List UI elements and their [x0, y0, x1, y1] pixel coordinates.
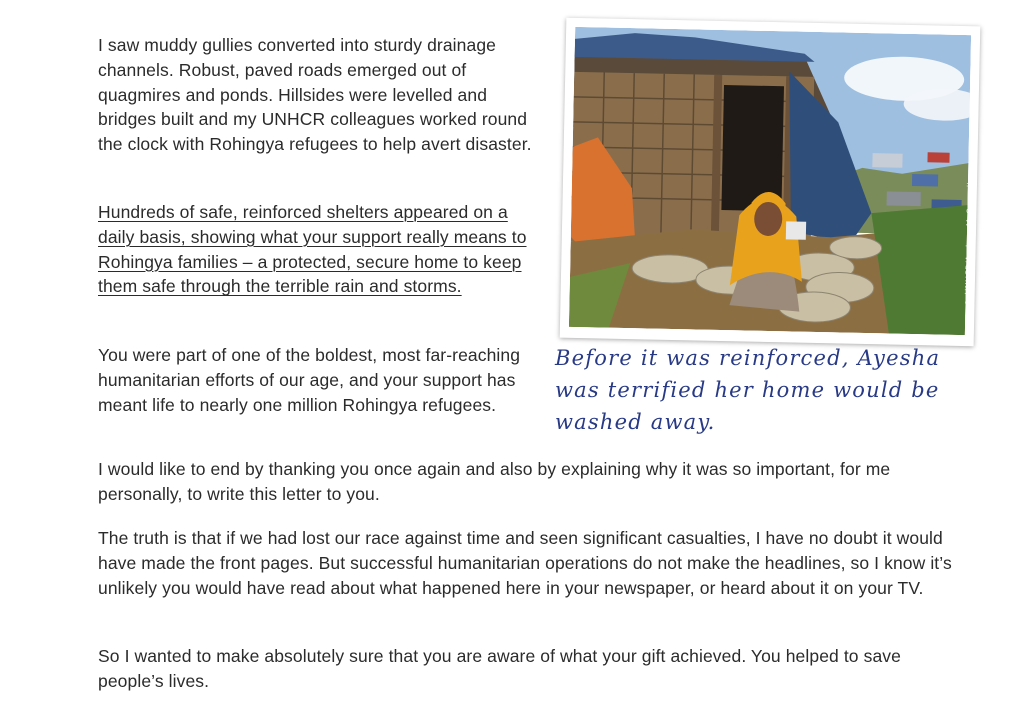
letter-paragraph-humanitarian-effort: You were part of one of the boldest, most far-reaching humanitarian efforts of our age, and your support has meant life to nearly one million Rohingya refugees. [98, 345, 521, 415]
letter-paragraph-thanks: I would like to end by thanking you once again and also by explaining why it was so important, for me personally, to write this letter to you. [98, 459, 891, 504]
photo-credit: © UNHCR/Andrew McConnell [963, 181, 976, 307]
letter-paragraph-drainage: I saw muddy gullies converted into sturdy drainage channels. Robust, paved roads emerged out of quagmires and ponds. Hillsides were levelled and bridges built and my UNHCR colleagues worked round the clock with Rohingya refugees to help avert disaster. [98, 35, 532, 155]
shelter-photo [569, 27, 971, 335]
polaroid-photo-frame [560, 18, 981, 347]
handwritten-photo-caption: Before it was reinforced, Ayesha was terrified her home would be washed away. [555, 346, 941, 434]
letter-paragraph-truth: The truth is that if we had lost our race against time and seen significant casualties, I have no doubt it would have made the front pages. But successful humanitarian operations do not make the headlines, so I know it’s unlikely you would have read about what happened here in your newspaper, or heard about it on your TV. [98, 528, 952, 598]
letter-paragraph-closing: So I wanted to make absolutely sure that you are aware of what your gift achieved. You helped to save people’s lives. [98, 646, 901, 691]
letter-paragraph-shelters-underlined: Hundreds of safe, reinforced shelters appeared on a daily basis, showing what your support really means to Rohingya families – a protected, secure home to keep them safe through the terrible rain and storms. [98, 202, 527, 297]
